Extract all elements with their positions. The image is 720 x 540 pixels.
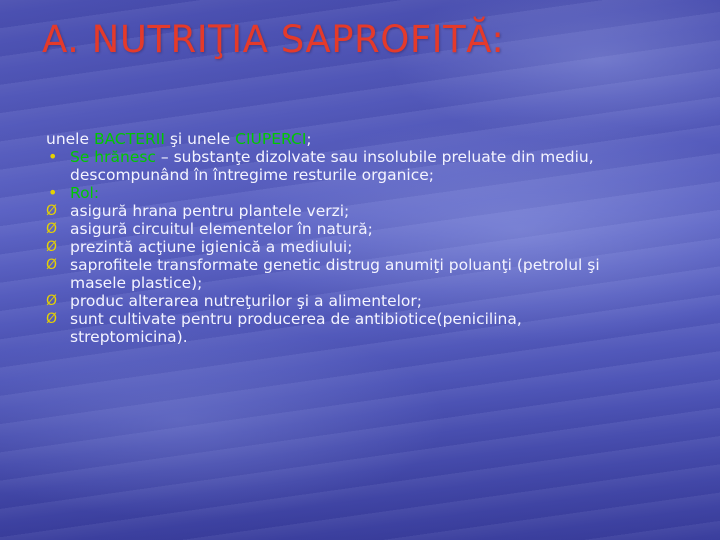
nutrition-label: Se hrănesc [70, 148, 156, 166]
fungi-highlight: CIUPERCI [235, 130, 307, 148]
intro-text-3: ; [306, 130, 312, 148]
role-item-text: prezintă acţiune igienică a mediului; [70, 238, 353, 256]
nutrition-text-1: – substanţe dizolvate sau insolubile preluate din mediu, [155, 148, 594, 166]
role-item-text: masele plastice); [70, 274, 203, 292]
role-item [46, 256, 696, 292]
intro-line [46, 130, 696, 148]
role-item [46, 238, 696, 256]
role-item-text: saprofitele transformate genetic distrug anumiţi poluanţi (petrolul şi [70, 256, 600, 274]
role-item [46, 202, 696, 220]
arrow-bullet-icon: Ø [46, 203, 58, 219]
role-item-text: streptomicina). [70, 328, 188, 346]
role-item-text: sunt cultivate pentru producerea de antibiotice(penicilina, [70, 310, 522, 328]
role-item-text: asigură circuitul elementelor în natură; [70, 220, 373, 238]
arrow-bullet-icon: Ø [46, 257, 58, 273]
role-item [46, 220, 696, 238]
bullet-dot-icon: • [48, 147, 58, 166]
roles-list [46, 202, 696, 346]
arrow-bullet-icon: Ø [46, 221, 58, 237]
slide-title: A. NUTRIŢIA SAPROFITĂ: [42, 18, 505, 61]
role-item [46, 292, 696, 310]
arrow-bullet-icon: Ø [46, 239, 58, 255]
intro-text-1: unele [46, 130, 94, 148]
intro-text-2: şi unele [164, 130, 236, 148]
role-label: Rol: [70, 184, 100, 202]
role-item-text: produc alterarea nutreţurilor şi a alimentelor; [70, 292, 423, 310]
bullet-role [46, 184, 696, 202]
bullet-dot-icon: • [48, 183, 58, 202]
nutrition-text-2: descompunând în întregime resturile organice; [70, 166, 434, 184]
slide-body [46, 130, 696, 346]
bacteria-highlight: BACTERII [93, 130, 165, 148]
role-item [46, 310, 696, 346]
arrow-bullet-icon: Ø [46, 293, 58, 309]
role-item-text: asigură hrana pentru plantele verzi; [70, 202, 350, 220]
bullet-nutrition [46, 148, 696, 184]
arrow-bullet-icon: Ø [46, 311, 58, 327]
